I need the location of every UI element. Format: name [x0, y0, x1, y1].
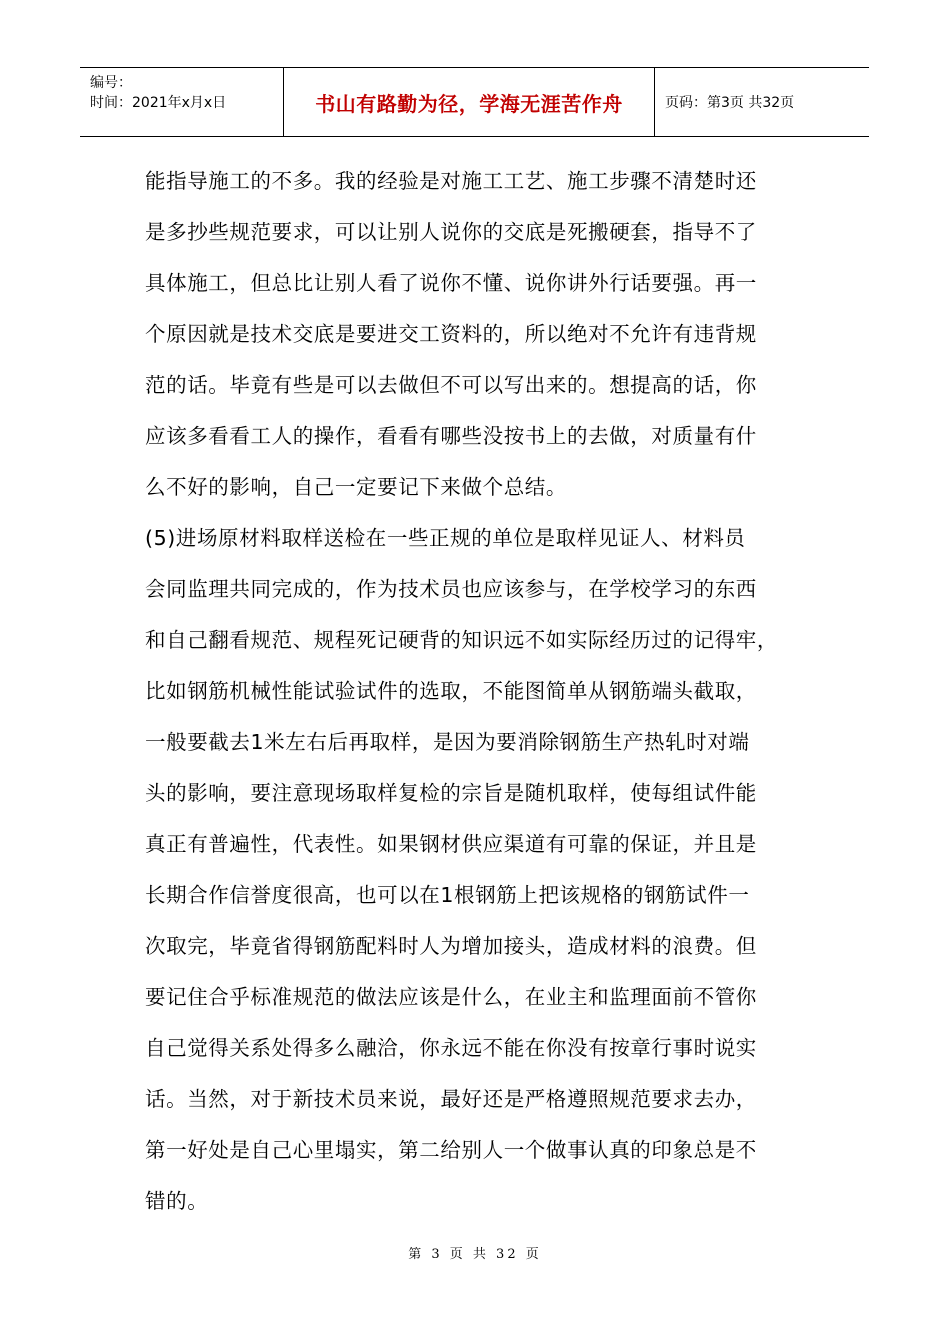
- text-line: 要记住合乎标准规范的做法应该是什么，在业主和监理面前不管你: [145, 985, 757, 1009]
- text-line: 个原因就是技术交底是要进交工资料的，所以绝对不允许有违背规: [145, 322, 757, 346]
- text-line: 会同监理共同完成的，作为技术员也应该参与，在学校学习的东西: [145, 577, 757, 601]
- document-date: 时间：2021年x月x日: [90, 95, 227, 111]
- text-line: 长期合作信誉度很高，也可以在1根钢筋上把该规格的钢筋试件一: [145, 883, 750, 907]
- text-line: 是多抄些规范要求，可以让别人说你的交底是死搬硬套，指导不了: [145, 220, 757, 244]
- text-line: 头的影响，要注意现场取样复检的宗旨是随机取样，使每组试件能: [145, 781, 757, 805]
- document-number-label: 编号：: [90, 75, 132, 91]
- text-line: 话。当然，对于新技术员来说，最好还是严格遵照规范要求去办，: [145, 1087, 757, 1111]
- header-motto: 书山有路勤为径，学海无涯苦作舟: [315, 92, 623, 116]
- text-line: (5)进场原材料取样送检在一些正规的单位是取样见证人、材料员: [145, 526, 746, 550]
- page-header: [80, 67, 869, 137]
- text-line: 应该多看看工人的操作，看看有哪些没按书上的去做，对质量有什: [145, 424, 757, 448]
- text-line: 范的话。毕竟有些是可以去做但不可以写出来的。想提高的话，你: [145, 373, 757, 397]
- text-line: 次取完，毕竟省得钢筋配料时人为增加接头，造成材料的浪费。但: [145, 934, 757, 958]
- text-line: 错的。: [145, 1189, 209, 1213]
- header-page-info: 页码：第3页 共32页: [665, 95, 795, 111]
- header-left-cell: [80, 68, 284, 136]
- text-line: 和自己翻看规范、规程死记硬背的知识远不如实际经历过的记得牢，: [145, 628, 778, 652]
- header-middle-cell: [284, 68, 655, 136]
- text-line: 第一好处是自己心里塌实，第二给别人一个做事认真的印象总是不: [145, 1138, 757, 1162]
- text-line: 能指导施工的不多。我的经验是对施工工艺、施工步骤不清楚时还: [145, 169, 757, 193]
- text-line: 具体施工，但总比让别人看了说你不懂、说你讲外行话要强。再一: [145, 271, 757, 295]
- text-line: 自己觉得关系处得多么融洽，你永远不能在你没有按章行事时说实: [145, 1036, 757, 1060]
- page-footer: 第 3 页 共 32 页: [408, 1247, 542, 1262]
- body-text: [145, 156, 810, 1227]
- text-line: 么不好的影响，自己一定要记下来做个总结。: [145, 475, 567, 499]
- text-line: 一般要截去1米左右后再取样，是因为要消除钢筋生产热轧时对端: [145, 730, 750, 754]
- text-line: 真正有普遍性，代表性。如果钢材供应渠道有可靠的保证，并且是: [145, 832, 757, 856]
- header-right-cell: [655, 68, 869, 136]
- text-line: 比如钢筋机械性能试验试件的选取，不能图简单从钢筋端头截取，: [145, 679, 757, 703]
